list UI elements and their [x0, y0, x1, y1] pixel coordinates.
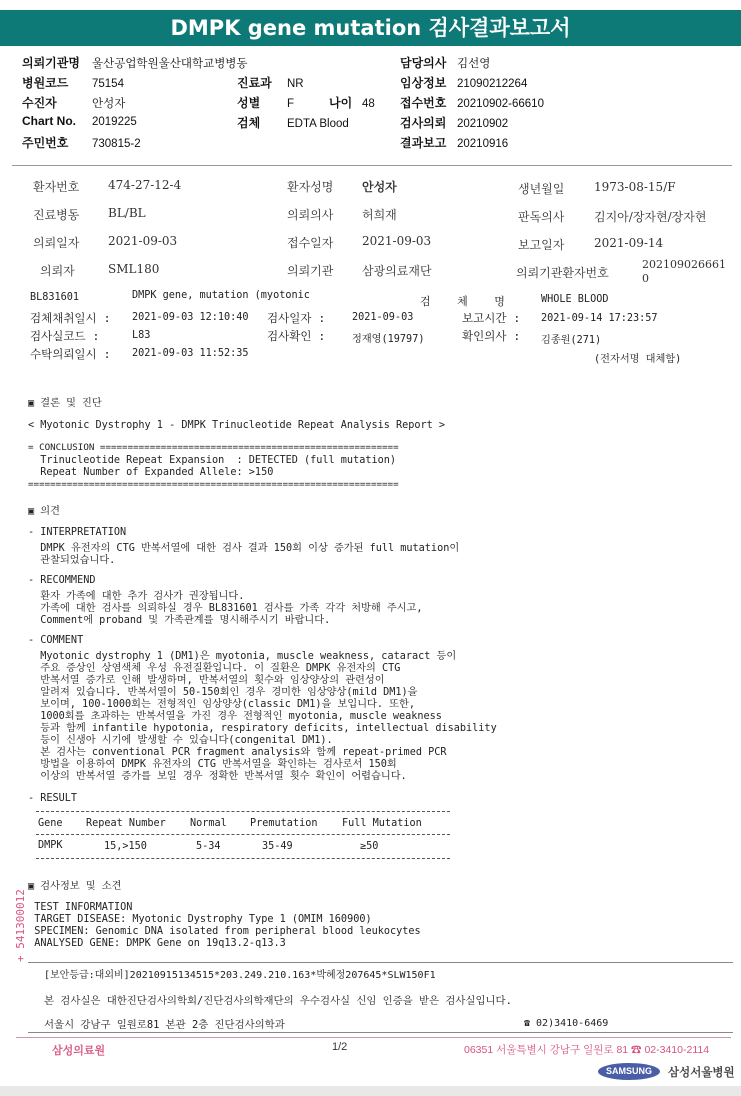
conclusion-line-2: Repeat Number of Expanded Allele: >150 [28, 467, 274, 478]
req-org-no-value: 202109026661 [642, 258, 726, 271]
esign-note: (전자서명 대체함) [594, 354, 682, 365]
report-label: 결과보고 [400, 136, 447, 150]
interpretation-heading: - INTERPRETATION [28, 527, 127, 538]
doctor-value: 김선영 [457, 58, 491, 70]
request-value: 20210902 [457, 118, 509, 130]
req-org-no-label: 의뢰기관환자번호 [516, 266, 609, 280]
patient-label: 수진자 [22, 96, 57, 110]
patient-value: 안성자 [92, 98, 126, 110]
hospital-name: 삼성서울병원 [668, 1067, 735, 1079]
comment-line-3: 반복서열 증가로 인해 발생하며, 반복서열의 횟수와 임상양상의 관련성이 [28, 675, 385, 686]
sex-label: 성별 [237, 96, 261, 110]
result-rule-mid [36, 834, 450, 835]
info-section-title: ▣ 검사정보 및 소견 [28, 881, 122, 892]
report-date-label: 보고일자 [518, 238, 565, 252]
conclusion-footer: =================================================================== [28, 479, 399, 490]
collect-label: 검체채취일시 : [30, 311, 111, 325]
doctor-label: 담당의사 [400, 56, 447, 70]
confirm-label: 검사확인 : [267, 329, 326, 343]
info-target-disease: TARGET DISEASE: Myotonic Dystrophy Type 1 (OMIM 160900) [22, 914, 372, 925]
patient-no-value: 474-27-12-4 [108, 178, 182, 192]
result-full-mutation: ≥50 [360, 841, 379, 852]
samsung-logo: SAMSUNG [598, 1063, 660, 1080]
test-date-label: 검사일자 : [267, 311, 326, 325]
comment-line-11: 이상의 반복서열 증가를 보일 경우 정확한 반복서열 횟수 확인이 어렵습니다. [28, 771, 407, 782]
reading-doctor-label: 판독의사 [518, 210, 565, 224]
rrn-label: 주민번호 [22, 136, 69, 150]
result-col-gene: Gene [38, 818, 63, 829]
recv-date-value: 2021-09-03 [362, 234, 432, 248]
result-gene: DMPK [38, 840, 63, 851]
interpretation-line-1: DMPK 유전자의 CTG 반복서열에 대한 검사 결과 150회 이상 증가된 full mutation이 [28, 543, 460, 554]
room-label: 검사실코드 : [30, 329, 100, 343]
result-col-premutation: Premutation [250, 818, 318, 829]
chart-value: 2019225 [92, 116, 137, 128]
report-title: DMPK gene mutation 검사결과보고서 [0, 10, 741, 46]
request-label: 검사의뢰 [400, 116, 447, 130]
conclusion-section-title: ▣ 결론 및 진단 [28, 398, 102, 409]
comment-heading: - COMMENT [28, 635, 84, 646]
req-doctor-value: 허희재 [362, 208, 397, 222]
opinion-section-title: ▣ 의견 [28, 506, 60, 517]
bottom-rule-2 [28, 1032, 733, 1033]
patient-name-value: 안성자 [362, 180, 397, 194]
comment-line-8: 등이 신생아 시기에 발생할 수 있습니다(congenital DM1). [28, 735, 333, 746]
ward-value: BL/BL [108, 206, 146, 220]
verify-value: 김종원(271) [541, 335, 602, 346]
confirm-value: 정재영(19797) [352, 334, 425, 345]
receipt-time-value: 2021-09-03 11:52:35 [132, 348, 249, 359]
footer-brand: 삼성의료원 [52, 1045, 106, 1057]
security-line: [보안등급:대외비]20210915134515*203.249.210.163*박혜정207645*SLW150F1 [44, 970, 436, 981]
conclusion-report-title: < Myotonic Dystrophy 1 - DMPK Trinucleotide Repeat Analysis Report > [28, 420, 446, 431]
patient-no-label: 환자번호 [33, 180, 80, 194]
bottom-margin [0, 1086, 741, 1096]
test-specimen-value: WHOLE BLOOD [541, 294, 609, 305]
req-org-label: 의뢰기관 [287, 264, 334, 278]
report-date-value: 2021-09-14 [594, 236, 664, 250]
hospital-code-label: 병원코드 [22, 76, 69, 90]
result-rule-bottom [36, 858, 450, 859]
comment-line-9: 본 검사는 conventional PCR fragment analysis와 함께 repeat-primed PCR [28, 747, 447, 758]
department-label: 진료과 [237, 76, 272, 90]
ward-label: 진료병동 [33, 208, 80, 222]
report-time-value: 2021-09-14 17:23:57 [541, 313, 658, 324]
test-code: BL831601 [30, 292, 80, 303]
footer-rule [16, 1037, 731, 1038]
reading-doctor-value: 김지아/장자현/장자현 [594, 210, 707, 224]
clinical-label: 임상정보 [400, 76, 447, 90]
sex-value: F [287, 98, 295, 110]
conclusion-header: = CONCLUSION ====================================================== [28, 442, 399, 453]
recommend-heading: - RECOMMEND [28, 575, 96, 586]
recommend-line-3: Comment에 proband 및 가족관계를 명시해주시기 바랍니다. [28, 615, 331, 626]
requester-label: 의뢰자 [40, 264, 75, 278]
recommend-line-2: 가족에 대한 검사를 의뢰하실 경우 BL831601 검사를 가족 각각 처방해 주시고, [28, 603, 423, 614]
recv-date-label: 접수일자 [287, 236, 334, 250]
interpretation-line-2: 관찰되었습니다. [28, 555, 116, 566]
req-org-value: 삼광의료재단 [362, 264, 432, 278]
collect-value: 2021-09-03 12:10:40 [132, 312, 249, 323]
result-heading: - RESULT [28, 793, 78, 804]
receipt-label: 접수번호 [400, 96, 447, 110]
footer-address: 06351 서울특별시 강남구 일원로 81 ☎ 02-3410-2114 [464, 1044, 710, 1056]
institution-label: 의뢰기관명 [22, 56, 80, 70]
rrn-value: 730815-2 [92, 138, 141, 150]
result-premutation: 35-49 [262, 841, 293, 852]
report-value: 20210916 [457, 138, 509, 150]
lab-address: 서울시 강남구 일원로81 본관 2층 진단검사의학과 [44, 1019, 285, 1031]
report-time-label: 보고시간 : [462, 311, 521, 325]
comment-line-2: 주요 증상인 상염색체 우성 유전질환입니다. 이 질환은 DMPK 유전자의 CTG [28, 663, 401, 674]
result-repeat: 15,>150 [104, 841, 147, 852]
comment-line-7: 등과 함께 infantile hypotonia, respiratory deficits, intellectual disability [28, 723, 497, 734]
bottom-rule-1 [28, 962, 733, 963]
birth-value: 1973-08-15/F [594, 180, 676, 194]
result-normal: 5-34 [196, 841, 221, 852]
result-rule-top [36, 811, 450, 812]
age-label: 나이 [329, 96, 353, 110]
specimen-value: EDTA Blood [287, 118, 349, 130]
certification-text: 본 검사실은 대한진단검사의학회/진단검사의학재단의 우수검사실 신임 인증을 받은 검사실입니다. [44, 995, 512, 1007]
result-col-full-mutation: Full Mutation [342, 818, 422, 829]
info-specimen: SPECIMEN: Genomic DNA isolated from peripheral blood leukocytes [22, 926, 421, 937]
recommend-line-1: 환자 가족에 대한 추가 검사가 권장됩니다. [28, 591, 245, 602]
req-org-no-value-2: 0 [642, 272, 649, 285]
req-doctor-label: 의뢰의사 [287, 208, 334, 222]
result-col-normal: Normal [190, 818, 227, 829]
test-name: DMPK gene, mutation (myotonic [132, 290, 310, 301]
specimen-label: 검체 [237, 116, 261, 130]
institution-value: 울산공업학원울산대학교병병동 [92, 58, 248, 70]
lab-phone: ☎ 02)3410-6469 [524, 1018, 609, 1029]
comment-line-1: Myotonic dystrophy 1 (DM1)은 myotonia, muscle weakness, cataract 등이 [28, 651, 457, 662]
info-analysed-gene: ANALYSED GENE: DMPK Gene on 19q13.2-q13.3 [22, 938, 286, 949]
patient-name-label: 환자성명 [287, 180, 334, 194]
requester-value: SML180 [108, 262, 160, 276]
receipt-value: 20210902-66610 [457, 98, 544, 110]
req-date-label: 의뢰일자 [33, 236, 80, 250]
comment-line-10: 방법을 이용하여 DMPK 유전자의 CTG 반복서열을 확인하는 검사로서 150회 [28, 759, 397, 770]
birth-label: 생년월일 [518, 182, 565, 196]
comment-line-6: 1000회를 초과하는 반복서열을 가진 경우 전형적인 myotonia, muscle weakness [28, 711, 442, 722]
verify-label: 확인의사 : [462, 329, 521, 343]
test-specimen-label: 검 체 명 [420, 295, 505, 308]
department-value: NR [287, 78, 304, 90]
result-col-repeat: Repeat Number [86, 818, 166, 829]
comment-line-5: 보이며, 100-1000회는 전형적인 임상양상(classic DM1)을 보입니다. 또한, [28, 699, 415, 710]
hospital-code-value: 75154 [92, 78, 124, 90]
receipt-time-label: 수탁의뢰일시 : [30, 347, 111, 361]
clinical-value: 21090212264 [457, 78, 528, 90]
chart-label: Chart No. [22, 114, 76, 128]
side-stamp: + 541300012 [14, 889, 27, 962]
page-number: 1/2 [332, 1041, 348, 1053]
req-date-value: 2021-09-03 [108, 234, 178, 248]
info-heading: TEST INFORMATION [22, 902, 133, 913]
test-date-value: 2021-09-03 [352, 312, 414, 323]
form-top-rule [12, 165, 732, 166]
comment-line-4: 알려져 있습니다. 반복서열이 50-150회인 경우 경미한 임상양상(mild DM1)을 [28, 687, 418, 698]
age-value: 48 [362, 98, 375, 110]
conclusion-line-1: Trinucleotide Repeat Expansion : DETECTED (full mutation) [28, 455, 397, 466]
room-value: L83 [132, 330, 151, 341]
